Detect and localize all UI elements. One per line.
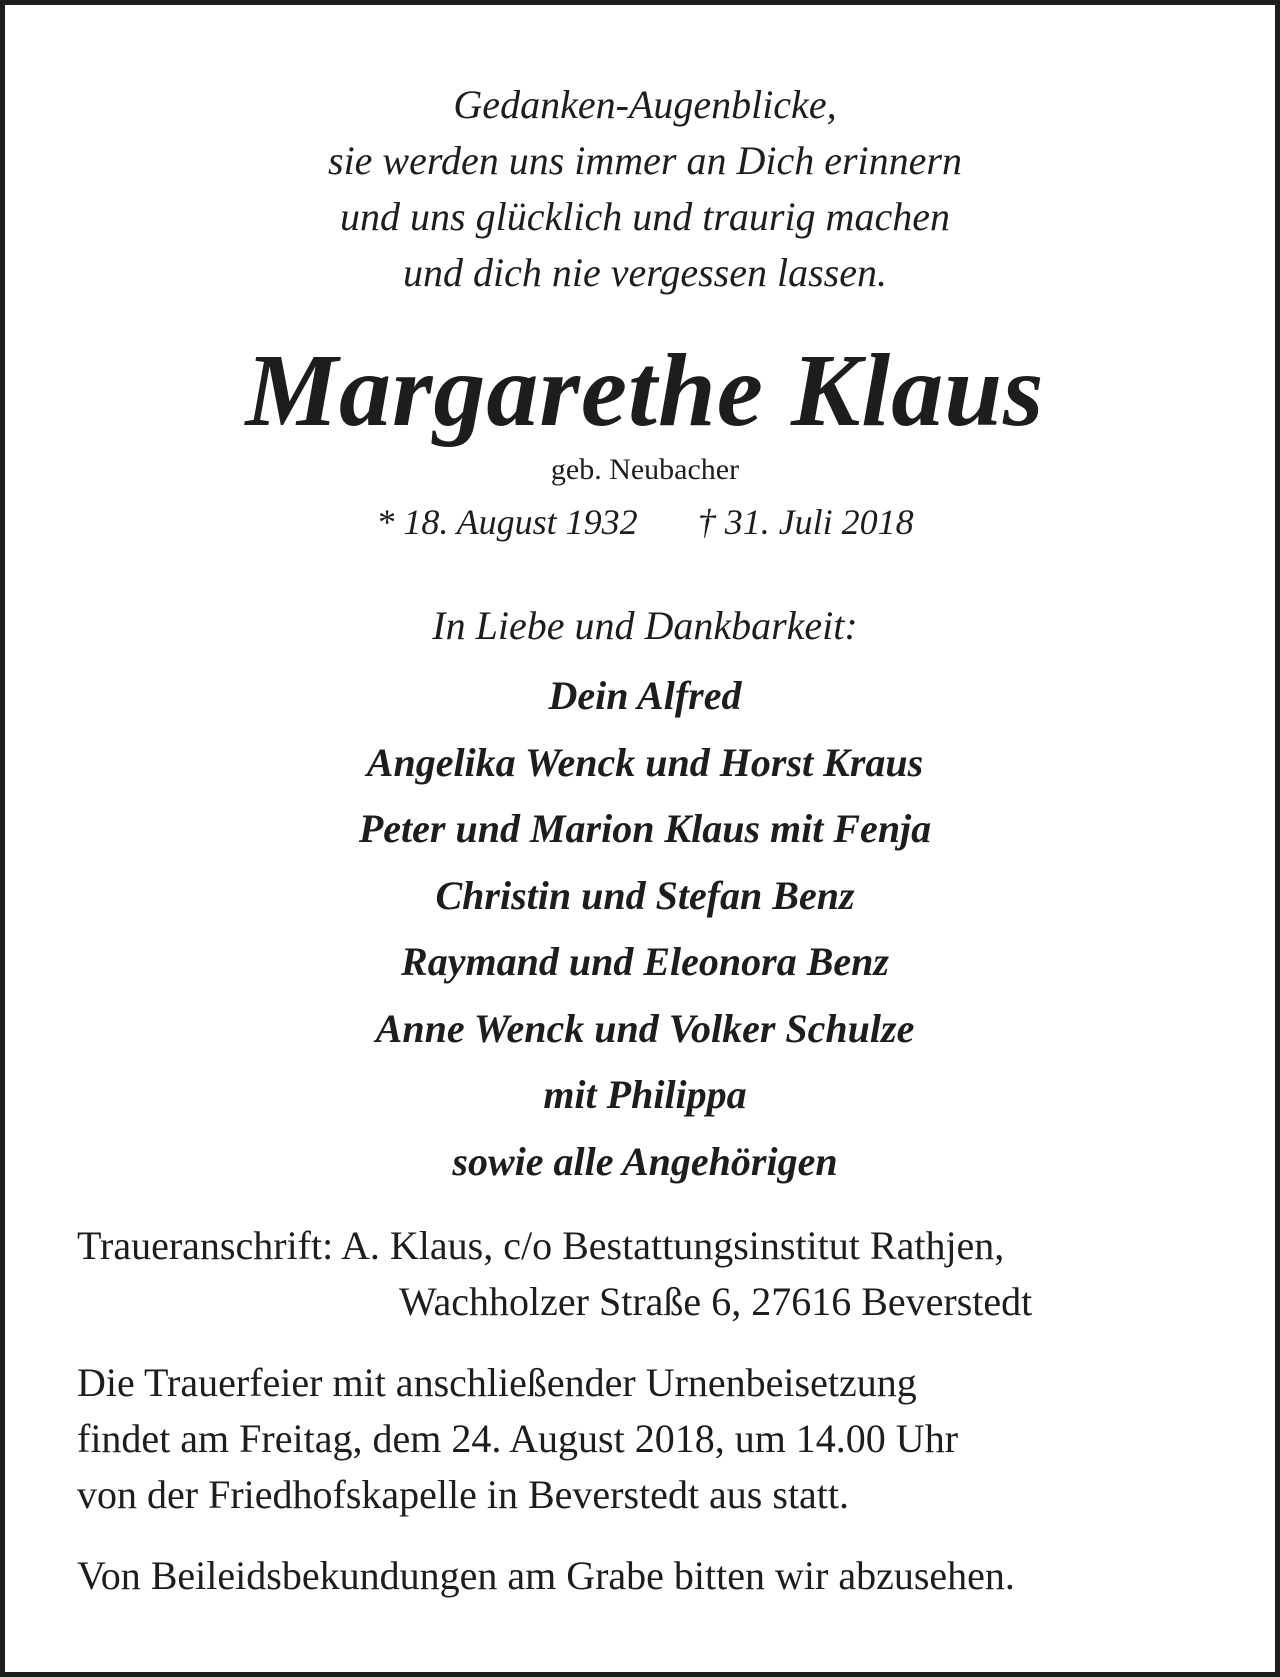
thanks-line: In Liebe und Dankbarkeit: [432, 603, 858, 648]
life-dates [5, 501, 1280, 543]
service-line: von der Friedhofskapelle in Beverstedt aus statt. [77, 1472, 850, 1517]
mourner-line: Peter und Marion Klaus mit Fenja [358, 806, 932, 851]
birth-date: * 18. August 1932 [376, 502, 638, 542]
memorial-poem [5, 77, 1280, 301]
maiden-name: geb. Neubacher [550, 453, 740, 486]
address-line: Traueranschrift: A. Klaus, c/o Bestattungsinstitut Rathjen, [77, 1223, 1005, 1268]
mourning-address [77, 1218, 1237, 1330]
deceased-name: Margarethe Klaus [245, 333, 1045, 448]
mourner-line: Anne Wenck und Volker Schulze [375, 1005, 915, 1051]
address-line: Wachholzer Straße 6, 27616 Beverstedt [399, 1279, 1033, 1324]
poem-line: Gedanken-Augenblicke, [453, 82, 837, 127]
service-line: findet am Freitag, dem 24. August 2018, um 14.00 Uhr [77, 1416, 959, 1461]
mourners-list [5, 663, 1280, 1195]
funeral-service-notice [77, 1355, 1257, 1523]
poem-line: und dich nie vergessen lassen. [403, 250, 887, 295]
mourner-line: Dein Alfred [548, 673, 742, 718]
mourner-line: Angelika Wenck und Horst Kraus [366, 739, 924, 785]
closing-note: Von Beileidsbekundungen am Grabe bitten wir abzusehen. [77, 1553, 1015, 1598]
poem-line: und uns glücklich und traurig machen [340, 194, 950, 239]
death-date: † 31. Juli 2018 [697, 502, 914, 542]
mourner-line: mit Philippa [543, 1072, 747, 1117]
poem-line: sie werden uns immer an Dich erinnern [328, 138, 962, 183]
service-line: Die Trauerfeier mit anschließender Urnenbeisetzung [77, 1360, 917, 1405]
mourner-line: Christin und Stefan Benz [435, 872, 855, 918]
mourner-line: sowie alle Angehörigen [452, 1138, 838, 1184]
mourner-line: Raymand und Eleonora Benz [401, 939, 889, 984]
